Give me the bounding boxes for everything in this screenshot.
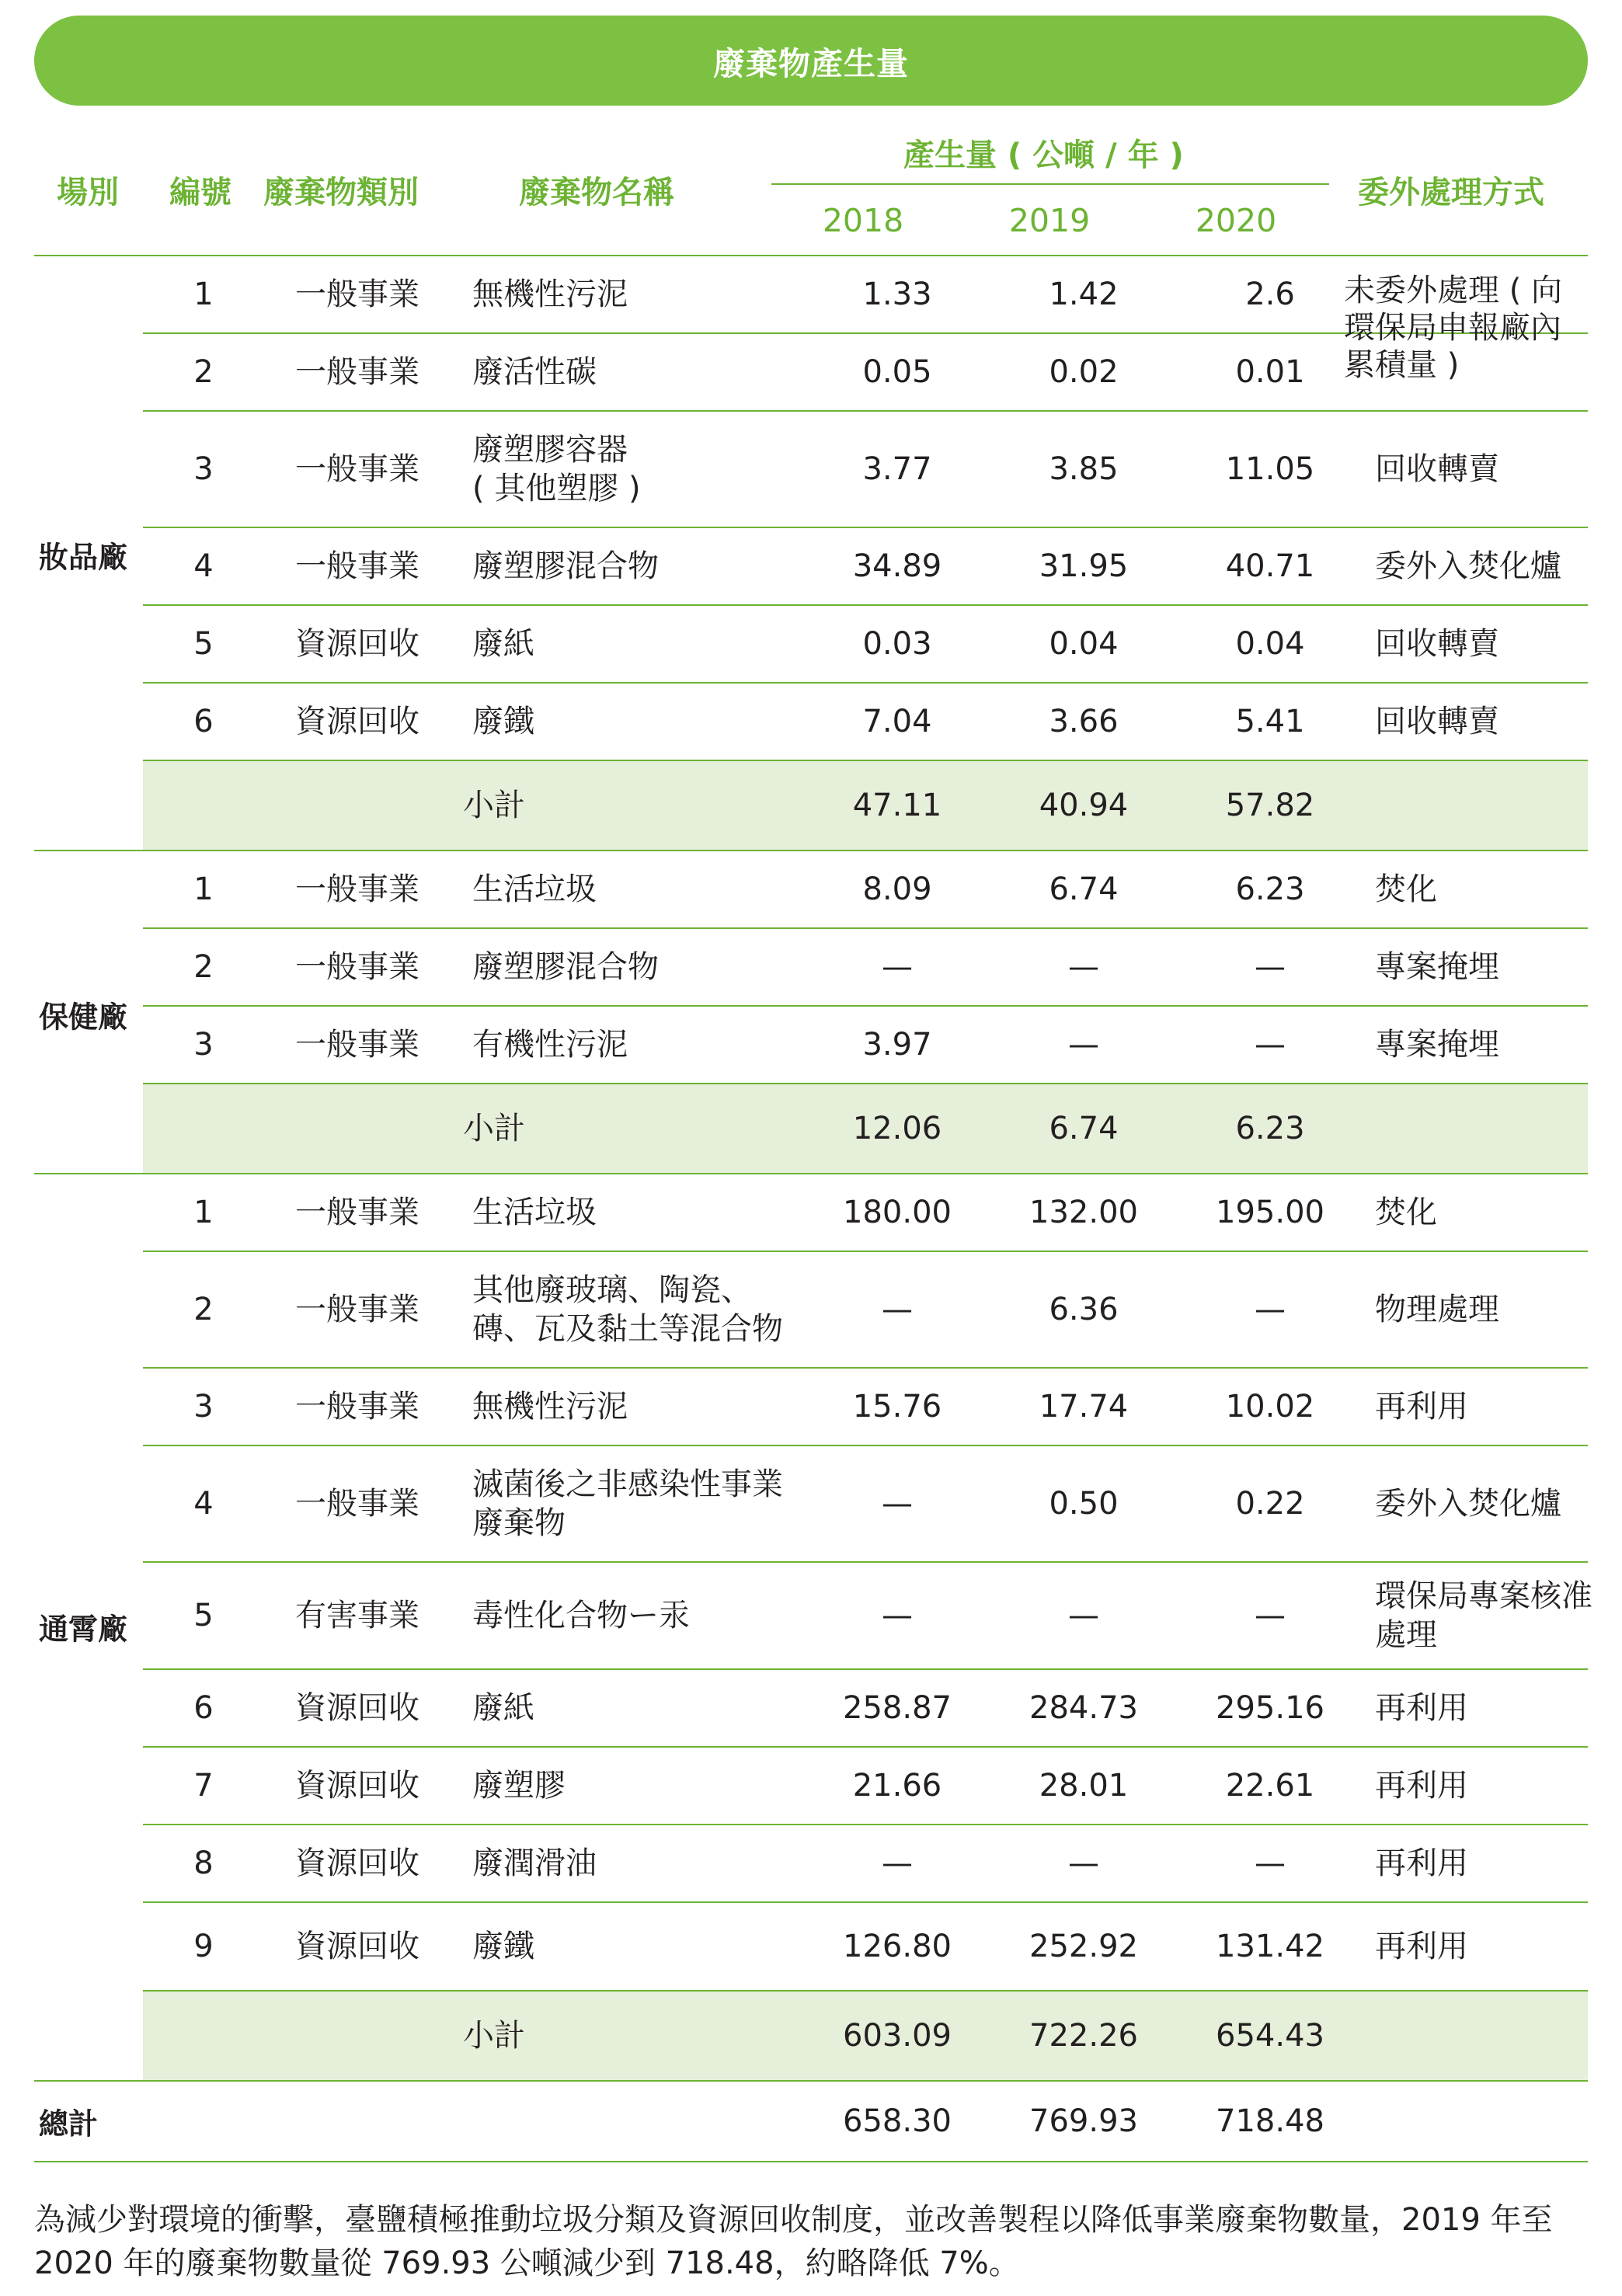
row-value-2020: 195.00 [1216,1195,1324,1230]
table-title-banner [34,16,1588,106]
total-label: 總計 [39,2106,99,2141]
row-name: 廢紙 [472,1690,534,1726]
disposal-line: 環保局申報廠內 [1344,310,1561,346]
row-category: 資源回收 [295,1929,419,1964]
row-disposal: 委外入焚化爐 [1375,548,1561,584]
row-disposal: 回收轉賣 [1375,626,1499,662]
table-row [143,1252,1588,1369]
row-value-2018: — [882,1845,913,1881]
row-name: 廢潤滑油 [472,1845,597,1881]
row-category: 一般事業 [295,277,419,312]
total-row [34,2082,1588,2162]
disposal-line: 累積量 ) [1344,347,1460,383]
subtotal-row [143,761,1588,850]
merged-disposal-cell [1344,272,1562,384]
row-value-2020: — [1255,1027,1286,1063]
row-no: 6 [193,1690,214,1726]
row-value-2019: — [1068,949,1099,985]
row-no: 2 [193,354,214,390]
table-row [143,1748,1588,1825]
header-site: 場別 [57,175,119,210]
row-value-2020: — [1255,949,1286,985]
row-name [472,1271,783,1348]
row-value-2020: 131.42 [1216,1929,1324,1964]
disposal-line: 環保局專案核准 [1375,1578,1592,1614]
disposal-line: 未委外處理 ( 向 [1344,273,1563,308]
header-amount: 產生量 ( 公噸 / 年 ) [903,137,1184,173]
row-no: 5 [193,626,214,662]
row-category: 資源回收 [295,1845,419,1881]
subtotal-label: 小計 [463,2018,525,2054]
table-row [143,412,1588,528]
row-value-2018: 126.80 [843,1929,952,1964]
row-value-2019: — [1068,1598,1099,1633]
table-row [143,684,1588,761]
row-value-2020: 40.71 [1225,548,1315,584]
row-value-2018: — [882,1486,913,1522]
row-no: 3 [193,1389,214,1425]
row-value-2018: 34.89 [852,548,942,584]
table-row [143,606,1588,684]
row-value-2020: 0.01 [1235,354,1305,390]
row-no: 5 [193,1598,214,1633]
row-value-2018: 0.05 [862,354,932,390]
row-disposal: 焚化 [1375,1195,1437,1230]
row-value-2018: 180.00 [843,1195,952,1230]
row-name: 廢鐵 [472,1929,534,1964]
subtotal-2019: 6.74 [1049,1111,1119,1146]
row-category: 一般事業 [295,949,419,985]
subtotal-2020: 654.43 [1216,2018,1324,2054]
row-value-2019: 3.85 [1049,451,1119,487]
row-name-line: 其他廢玻璃、陶瓷、 [472,1272,752,1308]
row-value-2018: — [882,949,913,985]
row-value-2018: 7.04 [862,704,932,739]
row-value-2020: 5.41 [1235,704,1305,739]
row-no: 8 [193,1845,214,1881]
row-name: 廢塑膠混合物 [472,949,659,985]
row-value-2019: 132.00 [1029,1195,1138,1230]
row-value-2019: — [1068,1027,1099,1063]
row-value-2020: 10.02 [1225,1389,1315,1425]
total-2018: 658.30 [843,2103,952,2139]
subtotal-label: 小計 [463,1111,525,1146]
row-disposal: 再利用 [1375,1389,1468,1425]
subtotal-row [143,1992,1588,2080]
row-no: 2 [193,949,214,985]
table-row [143,528,1588,606]
table-title: 廢棄物產生量 [713,44,909,82]
row-category: 一般事業 [295,1292,419,1327]
row-no: 1 [193,1195,214,1230]
row-value-2019: 6.74 [1049,871,1119,907]
row-disposal: 再利用 [1375,1768,1468,1804]
table-row [143,1446,1588,1563]
row-value-2020: 295.16 [1216,1690,1324,1726]
header-category: 廢棄物類別 [263,175,419,210]
row-disposal: 物理處理 [1375,1292,1499,1327]
row-value-2019: 6.36 [1049,1292,1119,1327]
row-value-2018: 3.77 [862,451,932,487]
table-row [143,1007,1588,1084]
header-name: 廢棄物名稱 [519,175,674,210]
row-value-2019: 3.66 [1049,704,1119,739]
site-label: 妝品廠 [39,540,128,575]
header-year-2018: 2018 [822,202,904,239]
table-row [143,334,1331,412]
row-value-2019: 31.95 [1039,548,1129,584]
row-name: 廢活性碳 [472,354,597,390]
row-value-2020: — [1255,1845,1286,1881]
row-value-2020: 0.04 [1235,626,1305,662]
row-no: 3 [193,1027,214,1063]
row-value-2019: 0.04 [1049,626,1119,662]
site-label: 通霄廠 [39,1612,128,1647]
row-category: 有害事業 [295,1598,419,1633]
row-no: 2 [193,1292,214,1327]
group-tongxiao-plant [34,1174,1592,2082]
row-category: 一般事業 [295,1195,419,1230]
footnote-line: 2020 年的廢棄物數量從 769.93 公噸減少到 718.48，約略降低 7%。 [34,2246,1020,2281]
row-name: 無機性污泥 [472,277,628,312]
row-disposal [1375,1577,1592,1654]
row-name-line: 廢棄物 [472,1505,566,1541]
row-name-line: 滅菌後之非感染性事業 [472,1466,783,1502]
row-name: 廢紙 [472,626,534,662]
row-disposal: 再利用 [1375,1690,1468,1726]
subtotal-2020: 57.82 [1225,788,1315,823]
footnote [34,2198,1596,2285]
row-disposal: 再利用 [1375,1929,1468,1964]
row-category: 資源回收 [295,626,419,662]
row-category: 一般事業 [295,1486,419,1522]
subtotal-2019: 40.94 [1039,788,1129,823]
table-row [143,1369,1588,1446]
row-value-2018: 15.76 [852,1389,942,1425]
row-value-2019: 284.73 [1029,1690,1138,1726]
row-value-2018: 1.33 [862,277,932,312]
row-value-2018: — [882,1598,913,1633]
row-category: 一般事業 [295,1389,419,1425]
row-no: 1 [193,277,214,312]
row-value-2020: 11.05 [1225,451,1315,487]
row-name: 廢塑膠 [472,1768,566,1804]
subtotal-2020: 6.23 [1235,1111,1305,1146]
row-value-2018: — [882,1292,913,1327]
row-disposal: 再利用 [1375,1845,1468,1881]
row-no: 1 [193,871,214,907]
subtotal-2018: 12.06 [852,1111,942,1146]
group-health-plant [34,851,1588,1174]
subtotal-row [143,1084,1588,1173]
row-disposal: 焚化 [1375,871,1437,907]
row-disposal: 回收轉賣 [1375,451,1499,487]
header-year-2019: 2019 [1008,202,1091,239]
row-no: 3 [193,451,214,487]
row-no: 6 [193,704,214,739]
table-row [143,929,1588,1007]
row-category: 資源回收 [295,704,419,739]
row-value-2019: 0.02 [1049,354,1119,390]
row-value-2019: 28.01 [1039,1768,1129,1804]
row-category: 一般事業 [295,354,419,390]
table-row [143,1903,1588,1992]
row-no: 7 [193,1768,214,1804]
row-disposal: 回收轉賣 [1375,704,1499,739]
row-value-2018: 21.66 [852,1768,942,1804]
subtotal-2019: 722.26 [1029,2018,1138,2054]
row-no: 9 [193,1929,214,1964]
row-name [472,1465,783,1543]
row-name-line: 廢塑膠容器 [472,432,628,468]
header-year-2020: 2020 [1195,202,1277,239]
table-row [143,1670,1588,1748]
row-value-2019: 17.74 [1039,1389,1129,1425]
row-category: 一般事業 [295,548,419,584]
total-2020: 718.48 [1216,2103,1324,2139]
group-cosmetics-plant [34,256,1588,851]
subtotal-2018: 47.11 [852,788,942,823]
row-value-2018: 0.03 [862,626,932,662]
row-category: 一般事業 [295,1027,419,1063]
total-2019: 769.93 [1029,2103,1138,2139]
subtotal-2018: 603.09 [843,2018,952,2054]
row-value-2020: 6.23 [1235,871,1305,907]
table-row [143,851,1588,929]
row-name [472,430,641,508]
row-value-2019: 1.42 [1049,277,1119,312]
header-disposal: 委外處理方式 [1358,175,1544,210]
row-value-2019: 0.50 [1049,1486,1119,1522]
row-no: 4 [193,1486,214,1522]
row-disposal: 委外入焚化爐 [1375,1486,1561,1522]
row-value-2020: — [1255,1598,1286,1633]
row-category: 一般事業 [295,451,419,487]
table-row [143,1825,1588,1903]
row-name: 毒性化合物ー汞 [472,1598,690,1633]
row-no: 4 [193,548,214,584]
row-category: 資源回收 [295,1768,419,1804]
row-category: 資源回收 [295,1690,419,1726]
row-category: 一般事業 [295,871,419,907]
row-name: 生活垃圾 [472,871,597,907]
row-value-2020: 0.22 [1235,1486,1305,1522]
row-value-2018: 8.09 [862,871,932,907]
row-value-2019: 252.92 [1029,1929,1138,1964]
site-label: 保健廠 [39,1000,128,1035]
row-disposal: 專案掩埋 [1375,949,1499,985]
row-name: 有機性污泥 [472,1027,628,1063]
footnote-line: 為減少對環境的衝擊，臺鹽積極推動垃圾分類及資源回收制度，並改善製程以降低事業廢棄物數量，2019 年至 [34,2202,1553,2238]
row-name: 廢塑膠混合物 [472,548,659,584]
row-name: 廢鐵 [472,704,534,739]
row-value-2020: — [1255,1292,1286,1327]
header-no: 編號 [169,175,231,210]
subtotal-label: 小計 [463,788,525,823]
row-name: 無機性污泥 [472,1389,628,1425]
row-name-line: 磚、瓦及黏土等混合物 [472,1311,783,1347]
row-name: 生活垃圾 [472,1195,597,1230]
row-disposal: 專案掩埋 [1375,1027,1499,1063]
header-amount-underline [771,183,1329,185]
row-value-2020: 2.6 [1245,277,1295,312]
row-value-2018: 3.97 [862,1027,932,1063]
table-row [143,1563,1592,1670]
row-value-2020: 22.61 [1225,1768,1315,1804]
row-value-2019: — [1068,1845,1099,1881]
row-value-2018: 258.87 [843,1690,952,1726]
table-row [143,1174,1588,1252]
row-name-line: ( 其他塑膠 ) [472,471,641,506]
disposal-line: 處理 [1375,1617,1437,1653]
